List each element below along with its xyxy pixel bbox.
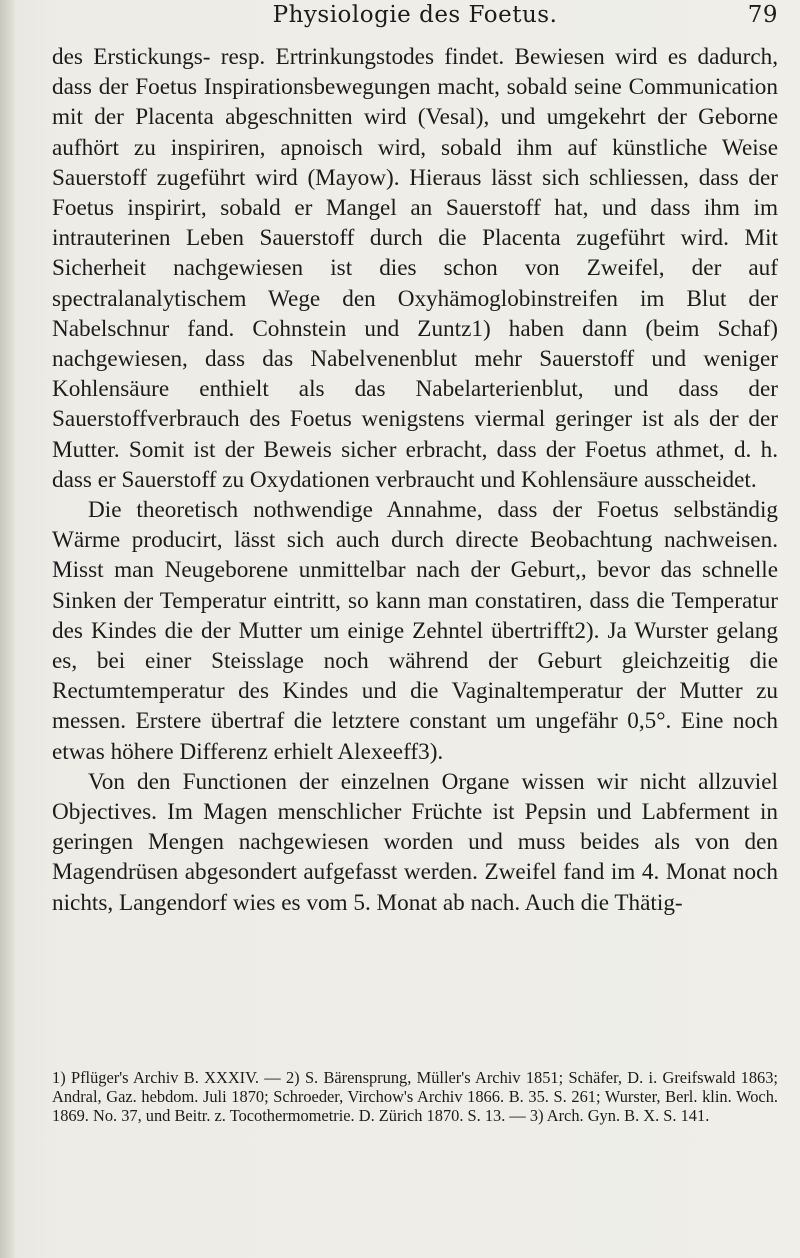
paragraph-1: des Erstickungs- resp. Ertrinkungstodes findet. Bewiesen wird es dadurch, dass der Foetus Inspirationsbewegungen macht, sobald seine Communication mit der Placenta abgeschnitten wird (Vesal), und umgekehrt der Geborne aufhört zu inspiriren, apnoisch wird, sobald ihm auf künstliche Weise Sauerstoff zugeführt wird (Mayow). Hieraus lässt sich schliessen, dass der Foetus inspirirt, sobald er Mangel an Sauerstoff hat, und dass ihm im intrauterinen Leben Sauerstoff durch die Placenta zugeführt wird. Mit Sicherheit nachgewiesen ist dies schon von Zweifel, der auf spectralanalytischem Wege den Oxyhämoglobinstreifen im Blut der Nabelschnur fand. Cohnstein und Zuntz1) haben dann (beim Schaf) nachgewiesen, dass das Nabelvenenblut mehr Sauerstoff und weniger Kohlensäure enthielt als das Nabelarterienblut, und dass der Sauerstoffverbrauch des Foetus wenigstens viermal geringer ist als der der Mutter. Somit ist der Beweis sicher erbracht, dass der Foetus athmet, d. h. dass er Sauerstoff zu Oxydationen verbraucht und Kohlensäure ausscheidet. [52, 44, 778, 493]
paragraph-2: Die theoretisch nothwendige Annahme, dass der Foetus selbständig Wärme producirt, lässt sich auch durch directe Beobachtung nachweisen. Misst man Neugeborene unmittelbar nach der Geburt,, bevor das schnelle Sinken der Temperatur eintritt, so kann man constatiren, dass die Temperatur des Kindes die der Mutter um einige Zehntel übertrifft2). Ja Wurster gelang es, bei einer Steisslage noch während der Geburt gleichzeitig die Rectumtemperatur des Kindes und die Vaginaltemperatur der Mutter zu messen. Erstere übertraf die letztere constant um ungefähr 0,5°. Eine noch etwas höhere Differenz erhielt Alexeeff3). [52, 497, 778, 765]
footnote-text: 1) Pflüger's Archiv B. XXXIV. — 2) S. Bärensprung, Müller's Archiv 1851; Schäfer, D. i. Greifswald 1863; Andral, Gaz. hebdom. Juli 1870; Schroeder, Virchow's Archiv 1866. B. 35. S. 261; Wurster, Berl. klin. Woch. 1869. No. 37, und Beitr. z. Tocothermometrie. D. Zürich 1870. S. 13. — 3) Arch. Gyn. B. X. S. 141. [52, 1068, 778, 1125]
page-spine-shadow [0, 0, 14, 1258]
body-text [52, 42, 778, 918]
running-header [52, 2, 778, 36]
page-number: 79 [747, 2, 778, 28]
footnotes [52, 1068, 778, 1125]
paragraph-3: Von den Functionen der einzelnen Organe wissen wir nicht allzuviel Objectives. Im Magen menschlicher Früchte ist Pepsin und Labferment in geringen Mengen nachgewiesen worden und muss beides als von den Magendrüsen abgesondert aufgefasst werden. Zweifel fand im 4. Monat noch nichts, Langendorf wies es vom 5. Monat ab nach. Auch die Thätig- [52, 768, 778, 916]
running-title: Physiologie des Foetus. [272, 2, 558, 28]
